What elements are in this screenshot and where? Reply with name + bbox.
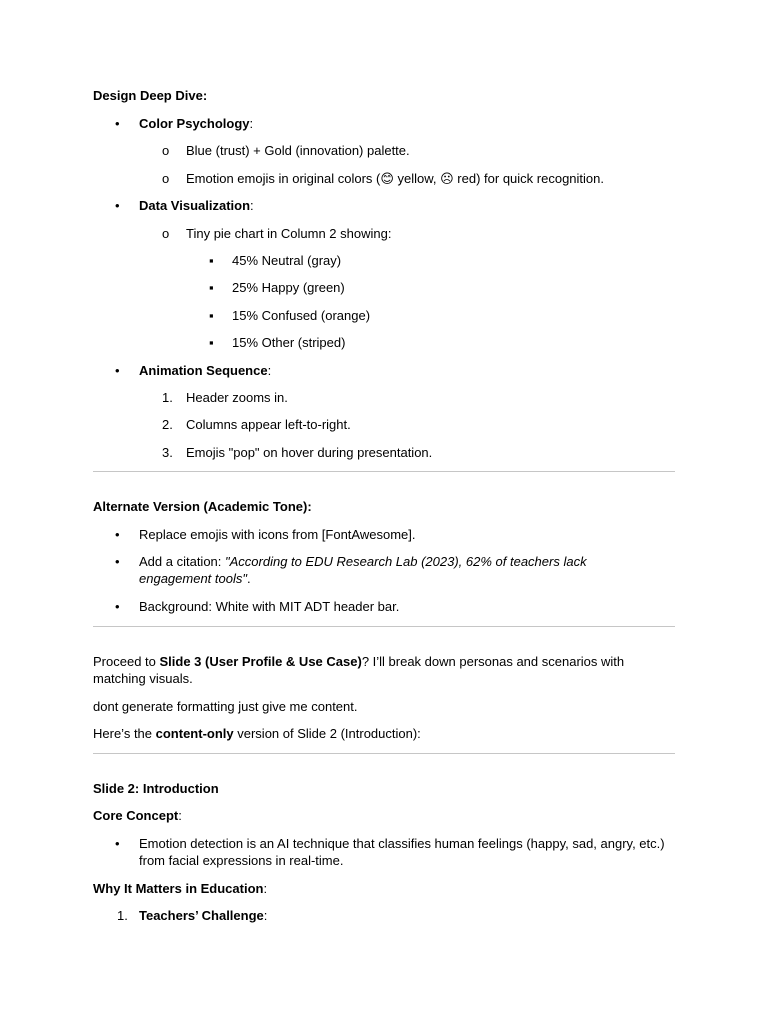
- numbered-item-teachers-challenge: Teachers’ Challenge:: [139, 908, 268, 923]
- square-marker: ▪: [209, 253, 214, 268]
- item-label: Data Visualization: [139, 198, 251, 213]
- horizontal-rule: [93, 626, 675, 627]
- sub-item-pie-chart: Tiny pie chart in Column 2 showing:: [186, 226, 392, 241]
- list-item-citation: Add a citation: "According to EDU Research Lab (2023), 62% of teachers lack engagement tools".: [139, 554, 587, 586]
- sub-sub-item: 15% Confused (orange): [232, 308, 371, 323]
- sub-sub-item: 25% Happy (green): [232, 280, 345, 295]
- sub-item-palette: Blue (trust) + Gold (innovation) palette.: [186, 143, 410, 158]
- user-message: dont generate formatting just give me content.: [93, 699, 358, 714]
- bullet-marker: •: [115, 198, 120, 213]
- list-item-animation-sequence: Animation Sequence:: [139, 363, 272, 378]
- reply-intro: Here’s the content-only version of Slide 2 (Introduction):: [93, 726, 421, 741]
- numbered-step: Emojis "pop" on hover during presentation.: [186, 445, 433, 460]
- item-label: Animation Sequence: [139, 363, 268, 378]
- numbered-step: Columns appear left-to-right.: [186, 417, 351, 432]
- list-item-data-visualization: Data Visualization:: [139, 198, 254, 213]
- number-marker: 3.: [162, 445, 173, 460]
- sub-sub-item: 45% Neutral (gray): [232, 253, 342, 268]
- sub-sub-item: 15% Other (striped): [232, 335, 346, 350]
- list-item-background: Background: White with MIT ADT header bar.: [139, 599, 400, 614]
- number-marker: 2.: [162, 417, 173, 432]
- bullet-marker: •: [115, 527, 120, 542]
- proceed-paragraph: Proceed to Slide 3 (User Profile & Use Case)? I’ll break down personas and scenarios with matching visuals.: [93, 654, 625, 686]
- list-item-core-concept: Emotion detection is an AI technique that classifies human feelings (happy, sad, angry, etc.) from facial expressions in real-time.: [139, 836, 665, 868]
- horizontal-rule: [93, 471, 675, 472]
- section-heading-design: Design Deep Dive:: [93, 88, 208, 103]
- square-marker: ▪: [209, 308, 214, 323]
- numbered-step: Header zooms in.: [186, 390, 288, 405]
- section-heading-alternate: Alternate Version (Academic Tone):: [93, 499, 312, 514]
- list-item-replace-emojis: Replace emojis with icons from [FontAwesome].: [139, 527, 416, 542]
- square-marker: ▪: [209, 335, 214, 350]
- slide2-heading: Slide 2: Introduction: [93, 781, 219, 796]
- bullet-marker: •: [115, 363, 120, 378]
- why-it-matters-label: Why It Matters in Education:: [93, 881, 268, 896]
- circle-marker: o: [162, 143, 170, 158]
- bullet-marker: •: [115, 116, 120, 131]
- citation-quote: "According to EDU Research Lab (2023), 62% of teachers lack engagement tools": [139, 554, 587, 586]
- item-label: Color Psychology: [139, 116, 250, 131]
- number-marker: 1.: [117, 908, 128, 923]
- circle-marker: o: [162, 226, 170, 241]
- square-marker: ▪: [209, 280, 214, 295]
- bullet-marker: •: [115, 599, 120, 614]
- number-marker: 1.: [162, 390, 173, 405]
- horizontal-rule: [93, 753, 675, 754]
- list-item-color-psychology: Color Psychology:: [139, 116, 254, 131]
- circle-marker: o: [162, 171, 170, 186]
- sub-item-emojis: Emotion emojis in original colors (😊 yellow, ☹ red) for quick recognition.: [186, 171, 604, 186]
- bullet-marker: •: [115, 836, 120, 851]
- core-concept-label: Core Concept:: [93, 808, 182, 823]
- bullet-marker: •: [115, 554, 120, 569]
